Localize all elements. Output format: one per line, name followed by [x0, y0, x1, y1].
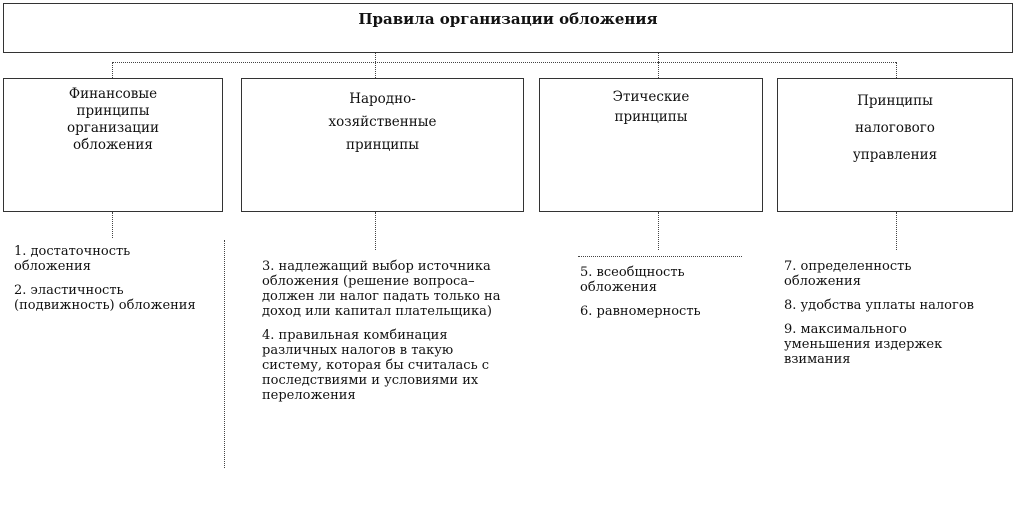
category-line: Финансовые [68, 86, 158, 102]
category-line: управления [852, 147, 938, 163]
category-line: Принципы [857, 93, 933, 109]
list-item: 5. всеобщность обложения [580, 265, 685, 295]
connector-root [375, 53, 376, 62]
list-item: 3. надлежащий выбор источника обложения (решение вопроса– должен ли налог падать только на доход или капитал плательщика) [262, 259, 501, 319]
root-node [3, 3, 1013, 53]
list-item: 4. правильная комбинация различных налогов в такую систему, которая бы считалась с последствиями и условиями их переложения [262, 328, 490, 403]
list-item: 2. эластичность (подвижность) обложения [14, 283, 196, 313]
category-tax-management [777, 78, 1013, 212]
category-line: принципы [614, 109, 688, 125]
connector-list-2 [375, 212, 376, 250]
category-financial [3, 78, 223, 212]
connector-bus [112, 62, 896, 63]
list-item: 8. удобства уплаты налогов [784, 298, 974, 313]
items-economic [262, 259, 532, 412]
connector-cat-3 [658, 62, 659, 78]
category-line: Народно- [349, 91, 416, 107]
connector-list-3 [658, 212, 659, 250]
category-line: принципы [345, 137, 420, 153]
list-item: 7. определенность обложения [784, 259, 912, 289]
connector-root-right [658, 53, 659, 62]
connector-list-3-guide [578, 256, 742, 257]
column-divider [224, 240, 225, 468]
category-line: принципы [76, 103, 150, 119]
connector-cat-2 [375, 62, 376, 78]
category-ethical [539, 78, 763, 212]
diagram-title: Правила организации обложения [358, 10, 658, 28]
list-item: 1. достаточность обложения [14, 244, 131, 274]
connector-list-1 [112, 212, 113, 238]
items-tax-management [784, 259, 1012, 376]
list-item: 9. максимального уменьшения издержек взимания [784, 322, 943, 367]
connector-list-4 [896, 212, 897, 250]
category-line: налогового [855, 120, 935, 136]
connector-cat-4 [896, 62, 897, 78]
items-ethical [580, 265, 750, 328]
connector-cat-1 [112, 62, 113, 78]
category-line: хозяйственные [328, 114, 437, 130]
list-item: 6. равномерность [580, 304, 701, 319]
category-line: Этические [612, 89, 690, 105]
category-economic [241, 78, 524, 212]
items-financial [14, 244, 219, 322]
category-line: обложения [73, 137, 153, 153]
category-line: организации [67, 120, 159, 136]
